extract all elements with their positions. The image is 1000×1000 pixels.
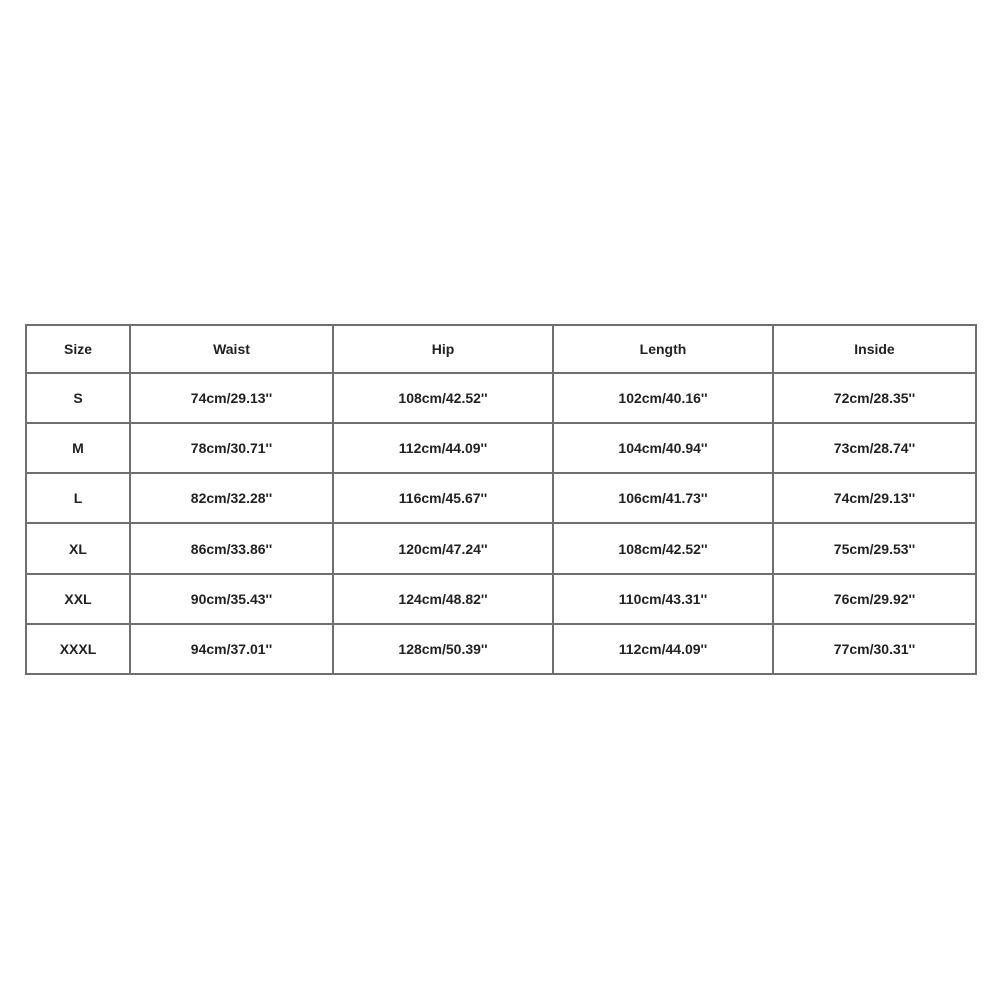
cell-size: S bbox=[26, 373, 130, 423]
cell-inside: 75cm/29.53'' bbox=[773, 523, 976, 573]
cell-size: XXXL bbox=[26, 624, 130, 674]
cell-inside: 73cm/28.74'' bbox=[773, 423, 976, 473]
table-row bbox=[26, 574, 976, 624]
header-length: Length bbox=[553, 325, 773, 373]
cell-size: M bbox=[26, 423, 130, 473]
cell-inside: 72cm/28.35'' bbox=[773, 373, 976, 423]
table-row bbox=[26, 624, 976, 674]
cell-waist: 74cm/29.13'' bbox=[130, 373, 333, 423]
cell-size: L bbox=[26, 473, 130, 523]
cell-inside: 77cm/30.31'' bbox=[773, 624, 976, 674]
cell-hip: 128cm/50.39'' bbox=[333, 624, 553, 674]
header-hip: Hip bbox=[333, 325, 553, 373]
table-header-row bbox=[26, 325, 976, 373]
cell-hip: 108cm/42.52'' bbox=[333, 373, 553, 423]
table-row bbox=[26, 473, 976, 523]
cell-waist: 82cm/32.28'' bbox=[130, 473, 333, 523]
cell-hip: 112cm/44.09'' bbox=[333, 423, 553, 473]
table-row bbox=[26, 373, 976, 423]
cell-waist: 94cm/37.01'' bbox=[130, 624, 333, 674]
header-inside: Inside bbox=[773, 325, 976, 373]
cell-hip: 124cm/48.82'' bbox=[333, 574, 553, 624]
table-row bbox=[26, 523, 976, 573]
cell-waist: 90cm/35.43'' bbox=[130, 574, 333, 624]
cell-size: XL bbox=[26, 523, 130, 573]
cell-length: 110cm/43.31'' bbox=[553, 574, 773, 624]
cell-length: 106cm/41.73'' bbox=[553, 473, 773, 523]
cell-length: 108cm/42.52'' bbox=[553, 523, 773, 573]
cell-length: 104cm/40.94'' bbox=[553, 423, 773, 473]
size-chart-table bbox=[25, 324, 977, 675]
table-row bbox=[26, 423, 976, 473]
cell-waist: 78cm/30.71'' bbox=[130, 423, 333, 473]
cell-size: XXL bbox=[26, 574, 130, 624]
cell-inside: 76cm/29.92'' bbox=[773, 574, 976, 624]
cell-waist: 86cm/33.86'' bbox=[130, 523, 333, 573]
cell-length: 112cm/44.09'' bbox=[553, 624, 773, 674]
header-waist: Waist bbox=[130, 325, 333, 373]
header-size: Size bbox=[26, 325, 130, 373]
cell-hip: 120cm/47.24'' bbox=[333, 523, 553, 573]
cell-length: 102cm/40.16'' bbox=[553, 373, 773, 423]
cell-inside: 74cm/29.13'' bbox=[773, 473, 976, 523]
cell-hip: 116cm/45.67'' bbox=[333, 473, 553, 523]
